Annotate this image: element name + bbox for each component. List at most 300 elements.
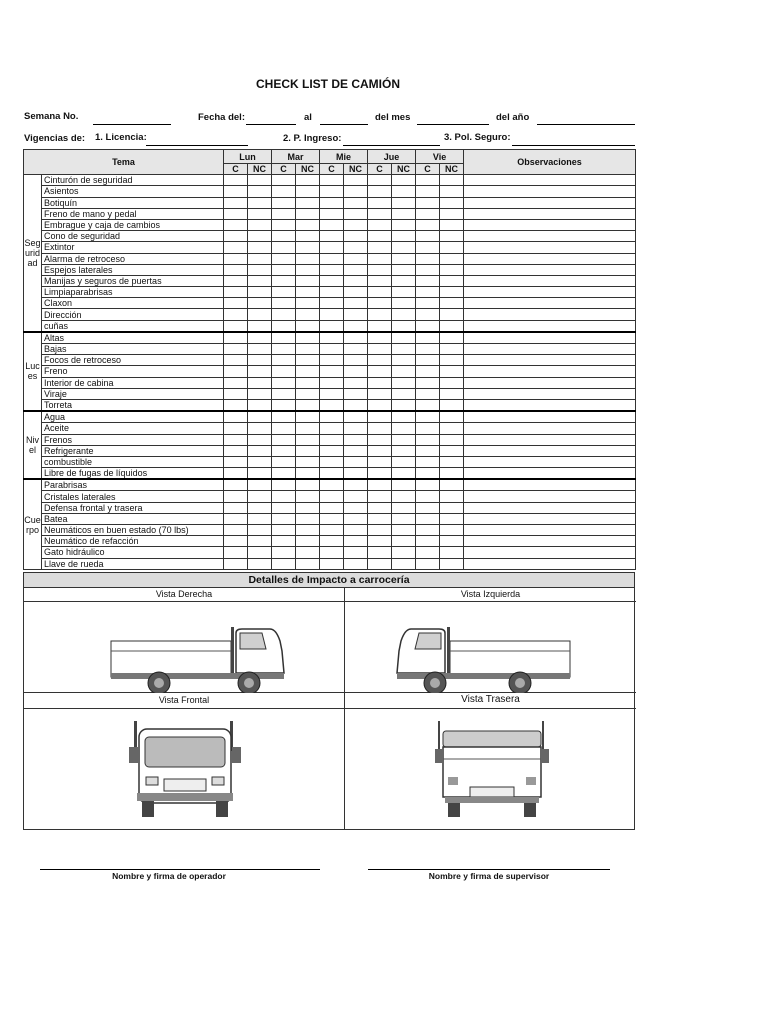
check-cell[interactable] [296,275,320,286]
check-cell[interactable] [224,298,248,309]
check-cell[interactable] [248,456,272,467]
check-cell[interactable] [224,309,248,320]
check-cell[interactable] [344,536,368,547]
check-cell[interactable] [344,399,368,411]
check-cell[interactable] [344,423,368,434]
check-cell[interactable] [416,186,440,197]
check-cell[interactable] [296,399,320,411]
check-cell[interactable] [320,445,344,456]
check-cell[interactable] [272,377,296,388]
check-cell[interactable] [296,502,320,513]
vista-frontal-cell[interactable] [24,693,345,830]
check-cell[interactable] [392,411,416,423]
check-cell[interactable] [368,186,392,197]
check-cell[interactable] [440,298,464,309]
check-cell[interactable] [392,377,416,388]
observaciones-cell[interactable] [464,332,636,344]
check-cell[interactable] [320,513,344,524]
check-cell[interactable] [296,479,320,491]
check-cell[interactable] [440,275,464,286]
check-cell[interactable] [440,445,464,456]
check-cell[interactable] [224,320,248,332]
check-cell[interactable] [320,434,344,445]
check-cell[interactable] [440,242,464,253]
check-cell[interactable] [416,320,440,332]
observaciones-cell[interactable] [464,456,636,467]
check-cell[interactable] [440,468,464,480]
check-cell[interactable] [224,186,248,197]
check-cell[interactable] [224,536,248,547]
check-cell[interactable] [440,264,464,275]
observaciones-cell[interactable] [464,242,636,253]
check-cell[interactable] [344,332,368,344]
check-cell[interactable] [392,468,416,480]
check-cell[interactable] [320,264,344,275]
check-cell[interactable] [320,219,344,230]
check-cell[interactable] [272,423,296,434]
check-cell[interactable] [416,264,440,275]
check-cell[interactable] [320,320,344,332]
check-cell[interactable] [344,219,368,230]
observaciones-cell[interactable] [464,502,636,513]
check-cell[interactable] [272,242,296,253]
check-cell[interactable] [416,298,440,309]
check-cell[interactable] [296,320,320,332]
check-cell[interactable] [296,513,320,524]
check-cell[interactable] [416,275,440,286]
check-cell[interactable] [392,309,416,320]
check-cell[interactable] [320,197,344,208]
check-cell[interactable] [296,309,320,320]
check-cell[interactable] [344,253,368,264]
semana-field[interactable] [93,124,171,125]
check-cell[interactable] [296,388,320,399]
check-cell[interactable] [344,197,368,208]
observaciones-cell[interactable] [464,287,636,298]
check-cell[interactable] [320,377,344,388]
check-cell[interactable] [272,332,296,344]
check-cell[interactable] [272,366,296,377]
check-cell[interactable] [272,219,296,230]
check-cell[interactable] [392,175,416,186]
check-cell[interactable] [416,332,440,344]
check-cell[interactable] [248,197,272,208]
check-cell[interactable] [368,479,392,491]
check-cell[interactable] [272,388,296,399]
check-cell[interactable] [344,547,368,558]
check-cell[interactable] [272,264,296,275]
check-cell[interactable] [440,525,464,536]
check-cell[interactable] [416,558,440,569]
check-cell[interactable] [320,332,344,344]
check-cell[interactable] [296,208,320,219]
check-cell[interactable] [320,253,344,264]
check-cell[interactable] [272,468,296,480]
check-cell[interactable] [296,547,320,558]
check-cell[interactable] [296,186,320,197]
check-cell[interactable] [224,366,248,377]
licencia-field[interactable] [146,145,248,146]
check-cell[interactable] [368,275,392,286]
check-cell[interactable] [248,513,272,524]
anio-field[interactable] [537,124,635,125]
check-cell[interactable] [368,366,392,377]
check-cell[interactable] [440,219,464,230]
check-cell[interactable] [296,355,320,366]
check-cell[interactable] [248,231,272,242]
check-cell[interactable] [368,536,392,547]
check-cell[interactable] [248,253,272,264]
check-cell[interactable] [344,355,368,366]
check-cell[interactable] [368,242,392,253]
check-cell[interactable] [440,513,464,524]
observaciones-cell[interactable] [464,231,636,242]
check-cell[interactable] [248,355,272,366]
check-cell[interactable] [320,175,344,186]
check-cell[interactable] [440,208,464,219]
check-cell[interactable] [320,344,344,355]
check-cell[interactable] [392,445,416,456]
check-cell[interactable] [416,344,440,355]
check-cell[interactable] [344,502,368,513]
check-cell[interactable] [440,558,464,569]
check-cell[interactable] [224,388,248,399]
check-cell[interactable] [320,355,344,366]
check-cell[interactable] [248,242,272,253]
check-cell[interactable] [248,547,272,558]
observaciones-cell[interactable] [464,320,636,332]
check-cell[interactable] [392,298,416,309]
check-cell[interactable] [368,264,392,275]
observaciones-cell[interactable] [464,253,636,264]
check-cell[interactable] [344,231,368,242]
fecha-field[interactable] [246,124,296,125]
observaciones-cell[interactable] [464,536,636,547]
check-cell[interactable] [344,491,368,502]
check-cell[interactable] [368,355,392,366]
check-cell[interactable] [320,547,344,558]
check-cell[interactable] [248,309,272,320]
check-cell[interactable] [368,525,392,536]
check-cell[interactable] [248,434,272,445]
check-cell[interactable] [368,388,392,399]
check-cell[interactable] [440,456,464,467]
check-cell[interactable] [320,275,344,286]
check-cell[interactable] [320,309,344,320]
check-cell[interactable] [272,298,296,309]
check-cell[interactable] [224,332,248,344]
check-cell[interactable] [344,275,368,286]
check-cell[interactable] [440,287,464,298]
seguro-field[interactable] [512,145,635,146]
check-cell[interactable] [440,309,464,320]
check-cell[interactable] [320,525,344,536]
check-cell[interactable] [344,525,368,536]
observaciones-cell[interactable] [464,411,636,423]
observaciones-cell[interactable] [464,377,636,388]
check-cell[interactable] [320,298,344,309]
check-cell[interactable] [296,298,320,309]
check-cell[interactable] [440,186,464,197]
check-cell[interactable] [272,186,296,197]
check-cell[interactable] [392,275,416,286]
check-cell[interactable] [224,547,248,558]
observaciones-cell[interactable] [464,264,636,275]
observaciones-cell[interactable] [464,197,636,208]
check-cell[interactable] [440,231,464,242]
check-cell[interactable] [224,411,248,423]
check-cell[interactable] [248,411,272,423]
check-cell[interactable] [368,231,392,242]
check-cell[interactable] [272,525,296,536]
observaciones-cell[interactable] [464,468,636,480]
check-cell[interactable] [440,344,464,355]
check-cell[interactable] [440,536,464,547]
check-cell[interactable] [248,298,272,309]
check-cell[interactable] [272,344,296,355]
check-cell[interactable] [416,377,440,388]
check-cell[interactable] [392,525,416,536]
check-cell[interactable] [296,175,320,186]
check-cell[interactable] [368,445,392,456]
check-cell[interactable] [368,320,392,332]
observaciones-cell[interactable] [464,366,636,377]
check-cell[interactable] [224,502,248,513]
operador-signature-line[interactable] [40,869,320,870]
check-cell[interactable] [248,275,272,286]
observaciones-cell[interactable] [464,423,636,434]
check-cell[interactable] [392,479,416,491]
check-cell[interactable] [248,287,272,298]
check-cell[interactable] [344,468,368,480]
check-cell[interactable] [344,434,368,445]
check-cell[interactable] [320,423,344,434]
check-cell[interactable] [272,399,296,411]
check-cell[interactable] [248,186,272,197]
check-cell[interactable] [344,388,368,399]
ingreso-field[interactable] [343,145,440,146]
check-cell[interactable] [320,502,344,513]
check-cell[interactable] [344,298,368,309]
check-cell[interactable] [392,558,416,569]
check-cell[interactable] [296,197,320,208]
check-cell[interactable] [416,208,440,219]
check-cell[interactable] [344,558,368,569]
observaciones-cell[interactable] [464,219,636,230]
check-cell[interactable] [320,558,344,569]
check-cell[interactable] [416,253,440,264]
check-cell[interactable] [224,287,248,298]
check-cell[interactable] [320,388,344,399]
check-cell[interactable] [344,242,368,253]
check-cell[interactable] [416,197,440,208]
check-cell[interactable] [296,525,320,536]
check-cell[interactable] [416,309,440,320]
check-cell[interactable] [440,399,464,411]
check-cell[interactable] [440,320,464,332]
check-cell[interactable] [440,253,464,264]
check-cell[interactable] [248,468,272,480]
check-cell[interactable] [440,434,464,445]
check-cell[interactable] [320,208,344,219]
check-cell[interactable] [392,219,416,230]
check-cell[interactable] [392,344,416,355]
check-cell[interactable] [392,355,416,366]
check-cell[interactable] [272,558,296,569]
check-cell[interactable] [224,399,248,411]
check-cell[interactable] [248,219,272,230]
check-cell[interactable] [440,366,464,377]
check-cell[interactable] [392,332,416,344]
check-cell[interactable] [392,264,416,275]
check-cell[interactable] [248,388,272,399]
check-cell[interactable] [296,445,320,456]
check-cell[interactable] [344,445,368,456]
check-cell[interactable] [344,344,368,355]
check-cell[interactable] [272,355,296,366]
check-cell[interactable] [248,399,272,411]
check-cell[interactable] [224,434,248,445]
observaciones-cell[interactable] [464,445,636,456]
check-cell[interactable] [248,445,272,456]
check-cell[interactable] [272,479,296,491]
observaciones-cell[interactable] [464,309,636,320]
check-cell[interactable] [416,388,440,399]
check-cell[interactable] [296,253,320,264]
check-cell[interactable] [344,479,368,491]
check-cell[interactable] [440,332,464,344]
check-cell[interactable] [296,558,320,569]
check-cell[interactable] [416,547,440,558]
check-cell[interactable] [416,366,440,377]
check-cell[interactable] [416,231,440,242]
check-cell[interactable] [344,287,368,298]
check-cell[interactable] [368,332,392,344]
check-cell[interactable] [296,377,320,388]
check-cell[interactable] [392,231,416,242]
supervisor-signature-line[interactable] [368,869,610,870]
al-field[interactable] [320,124,368,125]
check-cell[interactable] [320,468,344,480]
check-cell[interactable] [392,491,416,502]
check-cell[interactable] [440,355,464,366]
check-cell[interactable] [440,479,464,491]
check-cell[interactable] [344,264,368,275]
check-cell[interactable] [224,197,248,208]
check-cell[interactable] [344,513,368,524]
check-cell[interactable] [272,502,296,513]
check-cell[interactable] [392,242,416,253]
check-cell[interactable] [272,491,296,502]
check-cell[interactable] [368,456,392,467]
observaciones-cell[interactable] [464,175,636,186]
check-cell[interactable] [320,287,344,298]
check-cell[interactable] [440,423,464,434]
observaciones-cell[interactable] [464,525,636,536]
check-cell[interactable] [416,423,440,434]
check-cell[interactable] [344,186,368,197]
check-cell[interactable] [320,491,344,502]
vista-izquierda-cell[interactable] [345,587,636,693]
check-cell[interactable] [224,468,248,480]
check-cell[interactable] [392,253,416,264]
check-cell[interactable] [272,253,296,264]
check-cell[interactable] [248,264,272,275]
check-cell[interactable] [272,411,296,423]
check-cell[interactable] [368,423,392,434]
check-cell[interactable] [224,558,248,569]
check-cell[interactable] [416,536,440,547]
check-cell[interactable] [224,264,248,275]
check-cell[interactable] [368,208,392,219]
check-cell[interactable] [224,479,248,491]
check-cell[interactable] [368,287,392,298]
mes-field[interactable] [417,124,489,125]
check-cell[interactable] [368,491,392,502]
check-cell[interactable] [440,388,464,399]
vista-derecha-cell[interactable] [24,587,345,693]
check-cell[interactable] [416,502,440,513]
check-cell[interactable] [272,434,296,445]
check-cell[interactable] [320,536,344,547]
check-cell[interactable] [224,377,248,388]
check-cell[interactable] [416,468,440,480]
check-cell[interactable] [224,219,248,230]
check-cell[interactable] [440,411,464,423]
check-cell[interactable] [368,309,392,320]
observaciones-cell[interactable] [464,513,636,524]
observaciones-cell[interactable] [464,399,636,411]
check-cell[interactable] [272,456,296,467]
check-cell[interactable] [272,445,296,456]
check-cell[interactable] [440,491,464,502]
check-cell[interactable] [416,242,440,253]
check-cell[interactable] [248,479,272,491]
check-cell[interactable] [344,208,368,219]
check-cell[interactable] [296,411,320,423]
check-cell[interactable] [320,479,344,491]
check-cell[interactable] [296,231,320,242]
check-cell[interactable] [440,547,464,558]
check-cell[interactable] [272,231,296,242]
check-cell[interactable] [416,525,440,536]
check-cell[interactable] [344,456,368,467]
check-cell[interactable] [392,366,416,377]
check-cell[interactable] [392,502,416,513]
check-cell[interactable] [416,175,440,186]
observaciones-cell[interactable] [464,558,636,569]
check-cell[interactable] [272,513,296,524]
check-cell[interactable] [272,309,296,320]
check-cell[interactable] [296,536,320,547]
vista-trasera-cell[interactable] [345,693,636,830]
check-cell[interactable] [248,175,272,186]
check-cell[interactable] [392,423,416,434]
check-cell[interactable] [320,242,344,253]
check-cell[interactable] [368,344,392,355]
observaciones-cell[interactable] [464,388,636,399]
check-cell[interactable] [392,388,416,399]
check-cell[interactable] [248,366,272,377]
check-cell[interactable] [296,242,320,253]
check-cell[interactable] [368,468,392,480]
check-cell[interactable] [296,423,320,434]
check-cell[interactable] [416,219,440,230]
check-cell[interactable] [392,536,416,547]
check-cell[interactable] [392,320,416,332]
check-cell[interactable] [320,411,344,423]
check-cell[interactable] [272,197,296,208]
